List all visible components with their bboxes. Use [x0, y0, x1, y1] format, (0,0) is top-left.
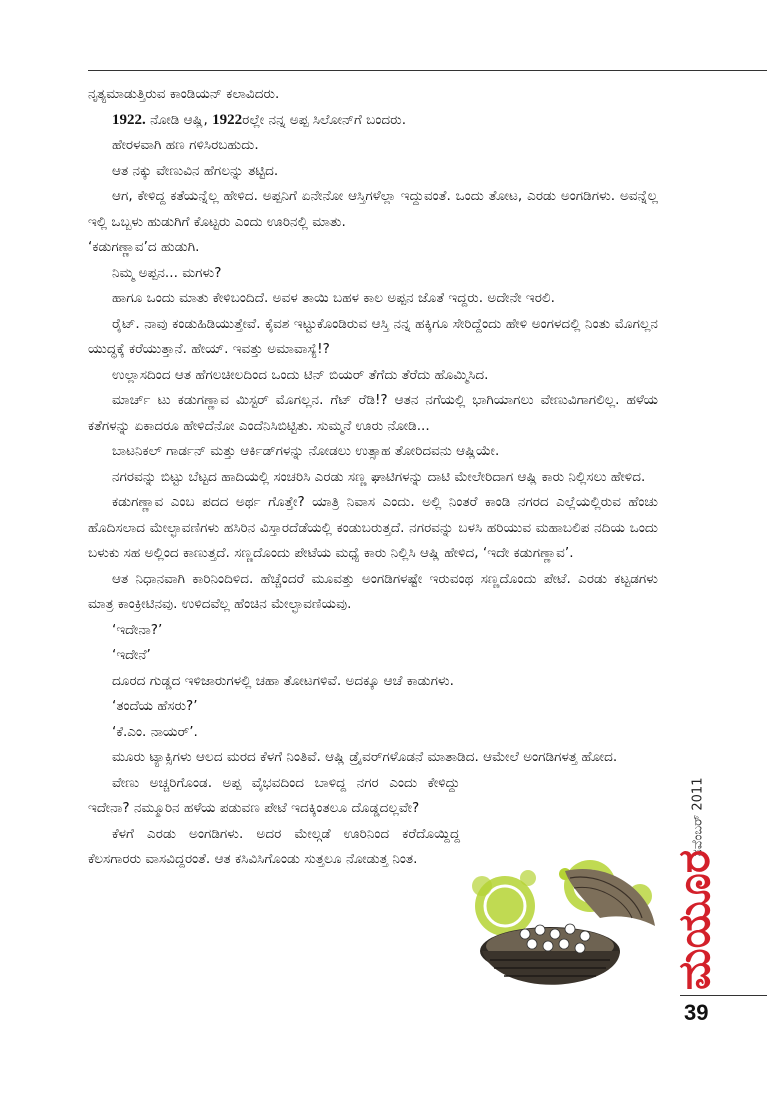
- paragraph: ಮಾರ್ಚ್ ಟು ಕಡುಗಣ್ಣಾವ ಮಿಸ್ಟರ್ ಮೊಗಲ್ಲನ. ಗೆಟ್ ರೆಡಿ!? ಆತನ ನಗೆಯಲ್ಲಿ ಭಾಗಿಯಾಗಲು ವೇಣುವಿಗಾಗಲಿಲ್ಲ. ಹಳೆಯ ಕತೆಗಳನ್ನು ಏಕಾದರೂ ಹೇಳಿದೆನೋ ಎಂದೆನಿಸಿಬಿಟ್ಟಿತು. ಸುಮ್ಮನೆ ಊರು ನೋಡಿ...: [88, 392, 658, 434]
- paragraph: ಉಲ್ಲಾಸದಿಂದ ಆತ ಹೆಗಲಚೀಲದಿಂದ ಒಂದು ಟಿನ್ ಬಿಯರ್ ತೆಗೆದು ತೆರೆದು ಹೊಮ್ಮಿಸಿದ.: [112, 366, 489, 383]
- dialogue-line: ‘ಕೆ.ಎಂ. ನಾಯರ್’.: [112, 723, 198, 740]
- tray-illustration-art: [470, 856, 668, 1006]
- paragraph: ಆತ ನಿಧಾನವಾಗಿ ಕಾರಿನಿಂದಿಳಿದ. ಹೆಚ್ಚೆಂದರೆ ಮೂವತ್ತು ಅಂಗಡಿಗಳಷ್ಟೇ ಇರುವಂಥ ಸಣ್ಣದೊಂದು ಪೇಟೆ. ಎರಡು ಕಟ್ಟಡಗಳು ಮಾತ್ರ ಕಾಂಕ್ರೀಟಿನವು. ಉಳಿದವೆಲ್ಲ ಹೆಂಚಿನ ಮೇಲ್ಛಾವಣಿಯವು.: [88, 570, 658, 612]
- paragraph: ವೇಣು ಅಚ್ಚರಿಗೊಂಡ. ಅಪ್ಪ ವೈಭವದಿಂದ ಬಾಳಿದ್ದ ನಗರ ಎಂದು ಕೇಳಿದ್ದು ಇದೇನಾ? ನಮ್ಮೂರಿನ ಹಳೆಯ ಪಡುವಣ ಪೇಟೆ ಇದಕ್ಕಿಂತಲೂ ದೊಡ್ಡದಲ್ಲವೇ?: [88, 774, 460, 816]
- top-rule: [88, 70, 767, 71]
- paragraph: ದೂರದ ಗುಡ್ಡದ ಇಳಿಜಾರುಗಳಲ್ಲಿ ಚಹಾ ತೋಟಗಳಿವೆ. ಅದಕ್ಕೂ ಆಚೆ ಕಾಡುಗಳು.: [112, 672, 455, 689]
- paragraph: ಹೇರಳವಾಗಿ ಹಣ ಗಳಿಸಿರಬಹುದು.: [112, 137, 259, 153]
- dialogue-line: ‘ಇದೇನಾ?’: [112, 621, 163, 638]
- paragraph: ರೈಟ್. ನಾವು ಕಂಡುಹಿಡಿಯುತ್ತೇವೆ. ಕೈವಶ ಇಟ್ಟುಕೊಂಡಿರುವ ಆಸ್ತಿ ನನ್ನ ಹಕ್ಕಿಗೂ ಸೇರಿದ್ದೆಂದು ಹೇಳಿ ಅಂಗಳದಲ್ಲಿ ನಿಂತು ಮೊಗಲ್ಲನ ಯುದ್ಧಕ್ಕೆ ಕರೆಯುತ್ತಾನೆ. ಹೇಯ್. ಇವತ್ತು ಅಮಾವಾಸ್ಯೆ!?: [88, 315, 658, 357]
- paragraph: ನಿಮ್ಮ ಅಪ್ಪನ... ಮಗಳು?: [112, 264, 222, 281]
- paragraph: ಮೂರು ಟ್ಯಾಕ್ಸಿಗಳು ಆಲದ ಮರದ ಕೆಳಗೆ ನಿಂತಿವೆ. ಆಷ್ಲಿ ಡ್ರೈವರ್‌ಗಳೊಡನೆ ಮಾತಾಡಿದ. ಆಮೇಲೆ ಅಂಗಡಿಗಳತ್ತ ಹೋದ.: [112, 749, 618, 765]
- paragraph: ಹಾಗೂ ಒಂದು ಮಾತು ಕೇಳಿಬಂದಿದೆ. ಅವಳ ತಾಯಿ ಬಹಳ ಕಾಲ ಅಪ್ಪನ ಜೊತೆ ಇದ್ದರು. ಅದೇನೇ ಇರಲಿ.: [112, 290, 555, 306]
- paragraph: ನೃತ್ಯಮಾಡುತ್ತಿರುವ ಕಾಂಡಿಯನ್ ಕಲಾವಿದರು.: [88, 86, 280, 102]
- text-fragment: ನೋಡಿ ಆಷ್ಲಿ,: [145, 111, 213, 128]
- magazine-logo-text: ಮಯೂರ: [669, 849, 720, 991]
- paragraph: ಕಡುಗಣ್ಣಾವ ಎಂಬ ಪದದ ಅರ್ಥ ಗೊತ್ತೇ? ಯಾತ್ರಿ ನಿವಾಸ ಎಂದು. ಅಲ್ಲಿ ನಿಂತರೆ ಕಾಂಡಿ ನಗರದ ಎಲ್ಲೆಯಲ್ಲಿರುವ ಹೆಂಚು ಹೊದಿಸಲಾದ ಮೇಲ್ಛಾವಣಿಗಳು ಹಸಿರಿನ ವಿಸ್ತಾರದೆಡೆಯಲ್ಲಿ ಕಂಡುಬರುತ್ತದೆ. ನಗರವನ್ನು ಬಳಸಿ ಹರಿಯುವ ಮಹಾಬಲಿಪ ನದಿಯ ಒಂದು ಬಳುಕು ಸಹ ಅಲ್ಲಿಂದ ಕಾಣುತ್ತದೆ. ಸಣ್ಣದೊಂದು ಪೇಟೆಯ ಮಧ್ಯೆ ಕಾರು ನಿಲ್ಲಿಸಿ ಆಷ್ಲಿ ಹೇಳಿದ, ‘ಇದೇ ಕಡುಗಣ್ಣಾವ’.: [88, 494, 658, 561]
- page-number: 39: [684, 1000, 709, 1025]
- paragraph: ಆತ ನಕ್ಕು ವೇಣುವಿನ ಹೆಗಲನ್ನು ತಟ್ಟಿದ.: [112, 162, 279, 179]
- paragraph: ‘ಕಡುಗಣ್ಣಾವ’ದ ಹುಡುಗಿ.: [88, 239, 200, 255]
- tray-illustration: [470, 856, 668, 1006]
- issue-date: [683, 777, 713, 857]
- magazine-logo: [669, 849, 720, 991]
- paragraph: [88, 108, 658, 134]
- paragraph: ನಗರವನ್ನು ಬಿಟ್ಟು ಬೆಟ್ಟದ ಹಾದಿಯಲ್ಲಿ ಸಂಚರಿಸಿ ಎರಡು ಸಣ್ಣ ಘಾಟಿಗಳನ್ನು ದಾಟಿ ಮೇಲೇರಿದಾಗ ಆಷ್ಲಿ ಕಾರು ನಿಲ್ಲಿಸಲು ಹೇಳಿದ.: [112, 468, 646, 485]
- paragraph: ಬಾಟನಿಕಲ್ ಗಾರ್ಡನ್ ಮತ್ತು ಆರ್ಕಿಡ್‌ಗಳನ್ನು ನೋಡಲು ಉತ್ಸಾಹ ತೋರಿದವನು ಆಷ್ಲಿಯೇ.: [112, 443, 500, 459]
- dialogue-line: ‘ಇದೇನೆ’: [112, 647, 151, 663]
- paragraph: ಆಗ, ಕೇಳಿದ್ದ ಕತೆಯನ್ನೆಲ್ಲ ಹೇಳಿದ. ಅಪ್ಪನಿಗೆ ಏನೇನೋ ಆಸ್ತಿಗಳೆಲ್ಲಾ ಇದ್ದುವಂತೆ. ಒಂದು ತೋಟ, ಎರಡು ಅಂಗಡಿಗಳು. ಅವನ್ನೆಲ್ಲ ಇಲ್ಲಿ ಒಬ್ಬಳು ಹುಡುಗಿಗೆ ಕೊಟ್ಟರು ಎಂದು ಊರಿನಲ್ಲಿ ಮಾತು.: [88, 188, 658, 230]
- year: 1922: [212, 111, 243, 128]
- bottom-rule: [680, 995, 767, 996]
- paragraph: ಕೆಳಗೆ ಎರಡು ಅಂಗಡಿಗಳು. ಅದರ ಮೇಲ್ಗಡೆ ಊರಿನಿಂದ ಕರೆದೊಯ್ದಿದ್ದ ಕೆಲಸಗಾರರು ವಾಸವಿದ್ದರಂತೆ. ಆತ ಕಸಿವಿಸಿಗೊಂಡು ಸುತ್ತಲೂ ನೋಡುತ್ತ ನಿಂತ.: [88, 825, 460, 867]
- year: 1922.: [112, 111, 146, 128]
- dialogue-line: ‘ತಂದೆಯ ಹೆಸರು?’: [112, 698, 198, 714]
- issue-date-text: ನವೆಂಬರ್ 2011: [690, 777, 706, 857]
- text-fragment: ರಲ್ಲೇ ನನ್ನ ಅಪ್ಪ ಸಿಲೋನ್‌ಗೆ ಬಂದರು.: [242, 111, 407, 128]
- article-body: [88, 82, 658, 873]
